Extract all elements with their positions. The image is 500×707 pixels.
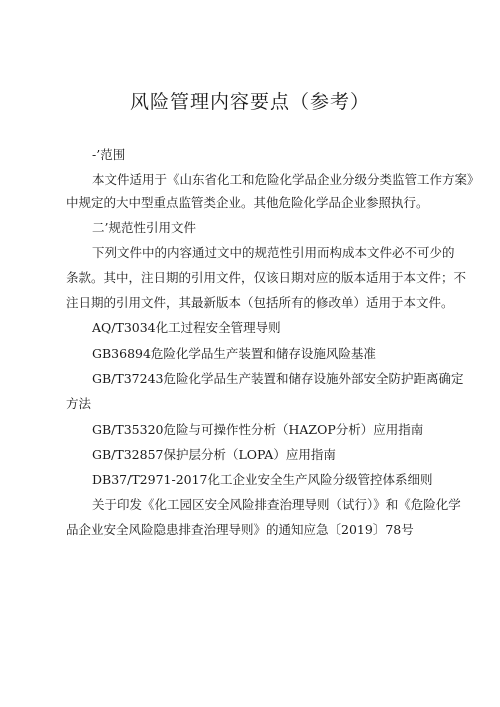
reference-item-continuation: 品企业安全风险隐患排查治理导则》的通知应急〔2019〕78号 [66,522,414,537]
reference-item: GB/T35320危险与可操作性分析（HAZOP分析）应用指南 [92,422,424,437]
reference-item: DB37/T2971-2017化工企业安全生产风险分级管控体系细则 [92,472,433,487]
reference-item: AQ/T3034化工过程安全管理导则 [92,320,281,335]
scope-paragraph-line-2: 中规定的大中型重点监管类企业。其他危险化学品企业参照执行。 [66,195,429,210]
section-heading-references: 二’规范性引用文件 [92,220,196,235]
references-paragraph-line-2: 条款。其中，注日期的引用文件，仅该日期对应的版本适用于本文件；不 [66,270,467,285]
reference-item: 关于印发《化工园区安全风险排查治理导则（试行）》和《危险化学 [92,497,461,512]
reference-item-continuation: 方法 [66,396,92,411]
references-paragraph-line-3: 注日期的引用文件，其最新版本（包括所有的修改单）适用于本文件。 [66,295,454,310]
reference-item: GB36894危险化学品生产装置和储存设施风险基准 [92,346,376,361]
reference-item: GB/T37243危险化学品生产装置和储存设施外部安全防护距离确定 [92,371,464,386]
references-paragraph-line-1: 下列文件中的内容通过文中的规范性引用而构成本文件必不可少的 [92,245,455,260]
reference-item: GB/T32857保护层分析（LOPA）应用指南 [92,447,336,462]
scope-paragraph-line-1: 本文件适用于《山东省化工和危险化学品企业分级分类监管工作方案》 [92,172,480,187]
section-heading-scope: -’范围 [92,147,126,162]
document-title: 风险管理内容要点（参考） [129,91,370,113]
